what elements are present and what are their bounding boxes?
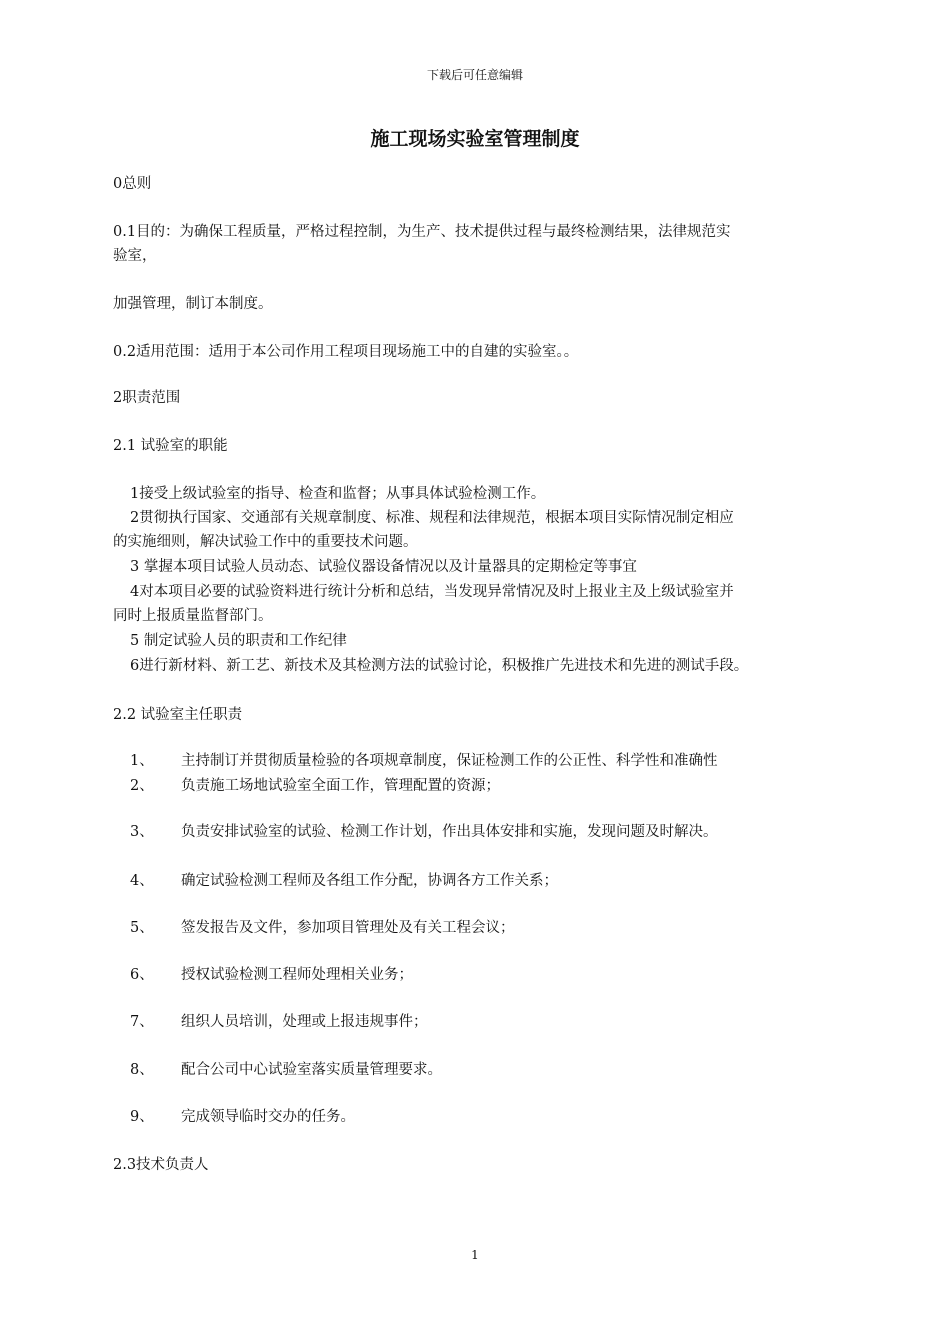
purpose-line-3: 加强管理，制订本制度。	[113, 296, 273, 312]
duty-line: 5 制定试验人员的职责和工作纪律	[130, 633, 347, 649]
scope-paragraph: 0.2适用范围：适用于本公司作用工程项目现场施工中的自建的实验室。。	[113, 344, 579, 360]
director-item-text: 组织人员培训，处理或上报违规事件；	[181, 1014, 428, 1030]
duty-line: 2贯彻执行国家、交通部有关规章制度、标准、规程和法律规范，根据本项目实际情况制定相应	[130, 510, 734, 526]
director-item-text: 负责施工场地试验室全面工作，管理配置的资源；	[181, 778, 500, 794]
section-0-heading: 0总则	[113, 176, 152, 192]
director-item-number: 8、	[130, 1062, 154, 1078]
director-item-text: 确定试验检测工程师及各组工作分配，协调各方工作关系；	[181, 873, 558, 889]
director-item-text: 负责安排试验室的试验、检测工作计划，作出具体安排和实施，发现问题及时解决。	[181, 824, 718, 840]
page-number: 1	[471, 1248, 479, 1262]
director-item-number: 2、	[130, 778, 154, 794]
purpose-line-2: 验室，	[113, 248, 157, 264]
director-item-text: 主持制订并贯彻质量检验的各项规章制度，保证检测工作的公正性、科学性和准确性	[181, 753, 718, 769]
section-2-1-heading: 2.1 试验室的职能	[113, 438, 228, 454]
director-item-text: 授权试验检测工程师处理相关业务；	[181, 967, 413, 983]
section-2-2-heading: 2.2 试验室主任职责	[113, 707, 243, 723]
section-2-heading: 2职责范围	[113, 390, 181, 406]
duty-line: 同时上报质量监督部门。	[113, 608, 273, 624]
director-item-number: 7、	[130, 1014, 154, 1030]
duty-line: 1接受上级试验室的指导、检查和监督；从事具体试验检测工作。	[130, 486, 546, 502]
director-item-number: 5、	[130, 920, 154, 936]
director-item-text: 配合公司中心试验室落实质量管理要求。	[181, 1062, 442, 1078]
director-item-number: 4、	[130, 873, 154, 889]
duty-line: 6进行新材料、新工艺、新技术及其检测方法的试验讨论，积极推广先进技术和先进的测试手段。	[130, 658, 749, 674]
purpose-line-1: 0.1目的：为确保工程质量，严格过程控制，为生产、技术提供过程与最终检测结果，法律规范实	[113, 224, 731, 240]
page-header: 下载后可任意编辑	[426, 68, 523, 82]
director-item-text: 签发报告及文件，参加项目管理处及有关工程会议；	[181, 920, 515, 936]
director-item-number: 9、	[130, 1109, 154, 1125]
duty-line: 的实施细则，解决试验工作中的重要技术问题。	[113, 534, 418, 550]
director-item-number: 6、	[130, 967, 154, 983]
director-item-text: 完成领导临时交办的任务。	[181, 1109, 355, 1125]
duty-line: 3 掌握本项目试验人员动态、试验仪器设备情况以及计量器具的定期检定等事宜	[130, 559, 637, 575]
director-item-number: 1、	[130, 753, 154, 769]
section-2-3-heading: 2.3技术负责人	[113, 1157, 209, 1173]
document-title: 施工现场实验室管理制度	[370, 128, 580, 150]
duty-line: 4对本项目必要的试验资料进行统计分析和总结，当发现异常情况及时上报业主及上级试验室并	[130, 584, 734, 600]
director-item-number: 3、	[130, 824, 154, 840]
